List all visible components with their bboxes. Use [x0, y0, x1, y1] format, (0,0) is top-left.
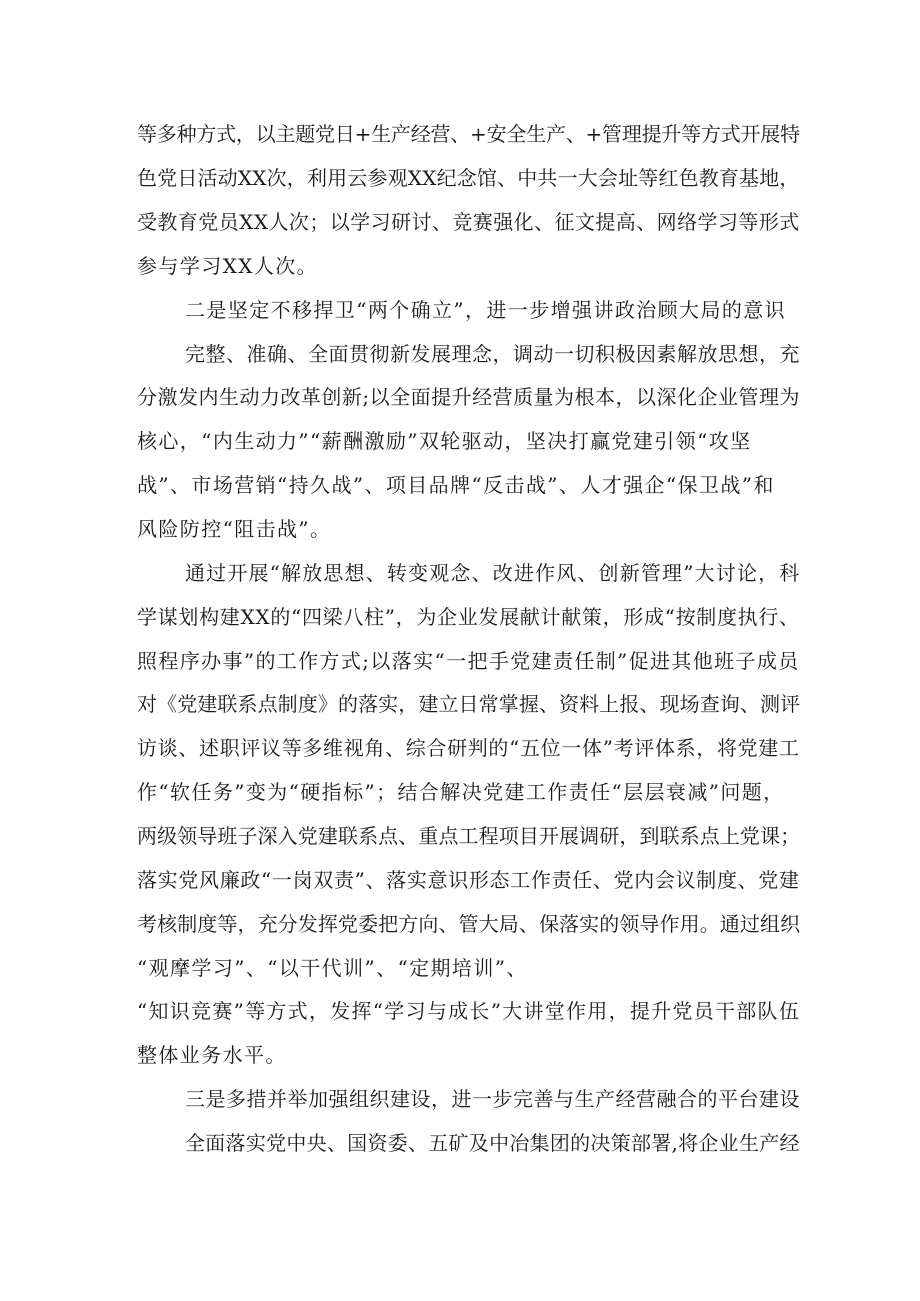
text-line: 全面落实党中央、国资委、五矿及中冶集团的决策部署,将企业生产经	[185, 1131, 800, 1155]
text-line: 核心，“内生动力”“薪酬激励”双轮驱动，坚决打赢党建引领“攻坚	[137, 429, 752, 453]
text-line: 通过开展“解放思想、转变观念、改进作风、创新管理”大讨论，科	[185, 561, 801, 585]
text-line: 考核制度等，充分发挥党委把方向、管大局、保落实的领导作用。通过组织	[137, 912, 801, 936]
section-heading: 三是多措并举加强组织建设，进一步完善与生产经营融合的平台建设	[185, 1087, 800, 1111]
text-line: 对《党建联系点制度》的落实，建立日常掌握、资料上报、现场查询、测评	[137, 692, 801, 716]
text-line: 完整、准确、全面贯彻新发展理念，调动一切积极因素解放思想，充	[185, 342, 800, 366]
text-line: 参与学习XX人次。	[137, 254, 319, 278]
text-line: 色党日活动XX次，利用云参观XX纪念馆、中共一大会址等红色教育基地，	[137, 166, 800, 190]
text-line: 落实党风廉政“一岗双责”、落实意识形态工作责任、党内会议制度、党建	[137, 868, 800, 892]
text-line: 受教育党员XX人次；以学习研讨、竞赛强化、征文提高、网络学习等形式	[137, 210, 800, 234]
section-heading: 二是坚定不移捍卫“两个确立”，进一步增强讲政治顾大局的意识	[185, 298, 787, 322]
text-line: 整体业务水平。	[137, 1043, 287, 1067]
text-line: “知识竞赛”等方式，发挥“学习与成长”大讲堂作用，提升党员干部队伍	[137, 999, 801, 1023]
text-line: “观摩学习”、“以干代训”、“定期培训”、	[137, 956, 528, 980]
text-line: 战”、市场营销“持久战”、项目品牌“反击战”、人才强企“保卫战”和	[137, 473, 775, 497]
text-line: 访谈、述职评议等多维视角、综合研判的“五位一体”考评体系，将党建工	[137, 736, 800, 760]
text-line: 分激发内生动力改革创新;以全面提升经营质量为根本，以深化企业管理为	[137, 385, 800, 409]
text-line: 照程序办事”的工作方式;以落实“一把手党建责任制”促进其他班子成员	[137, 649, 800, 673]
text-line: 作“软任务”变为“硬指标”；结合解决党建工作责任“层层衰减”问题，	[137, 780, 785, 804]
text-line: 两级领导班子深入党建联系点、重点工程项目开展调研，到联系点上党课；	[137, 824, 801, 848]
text-line: 等多种方式，以主题党日+生产经营、+安全生产、+管理提升等方式开展特	[137, 122, 800, 146]
text-line: 风险防控“阻击战”。	[137, 517, 332, 541]
text-line: 学谋划构建XX的“四梁八柱”，为企业发展献计献策，形成“按制度执行、	[137, 605, 800, 629]
